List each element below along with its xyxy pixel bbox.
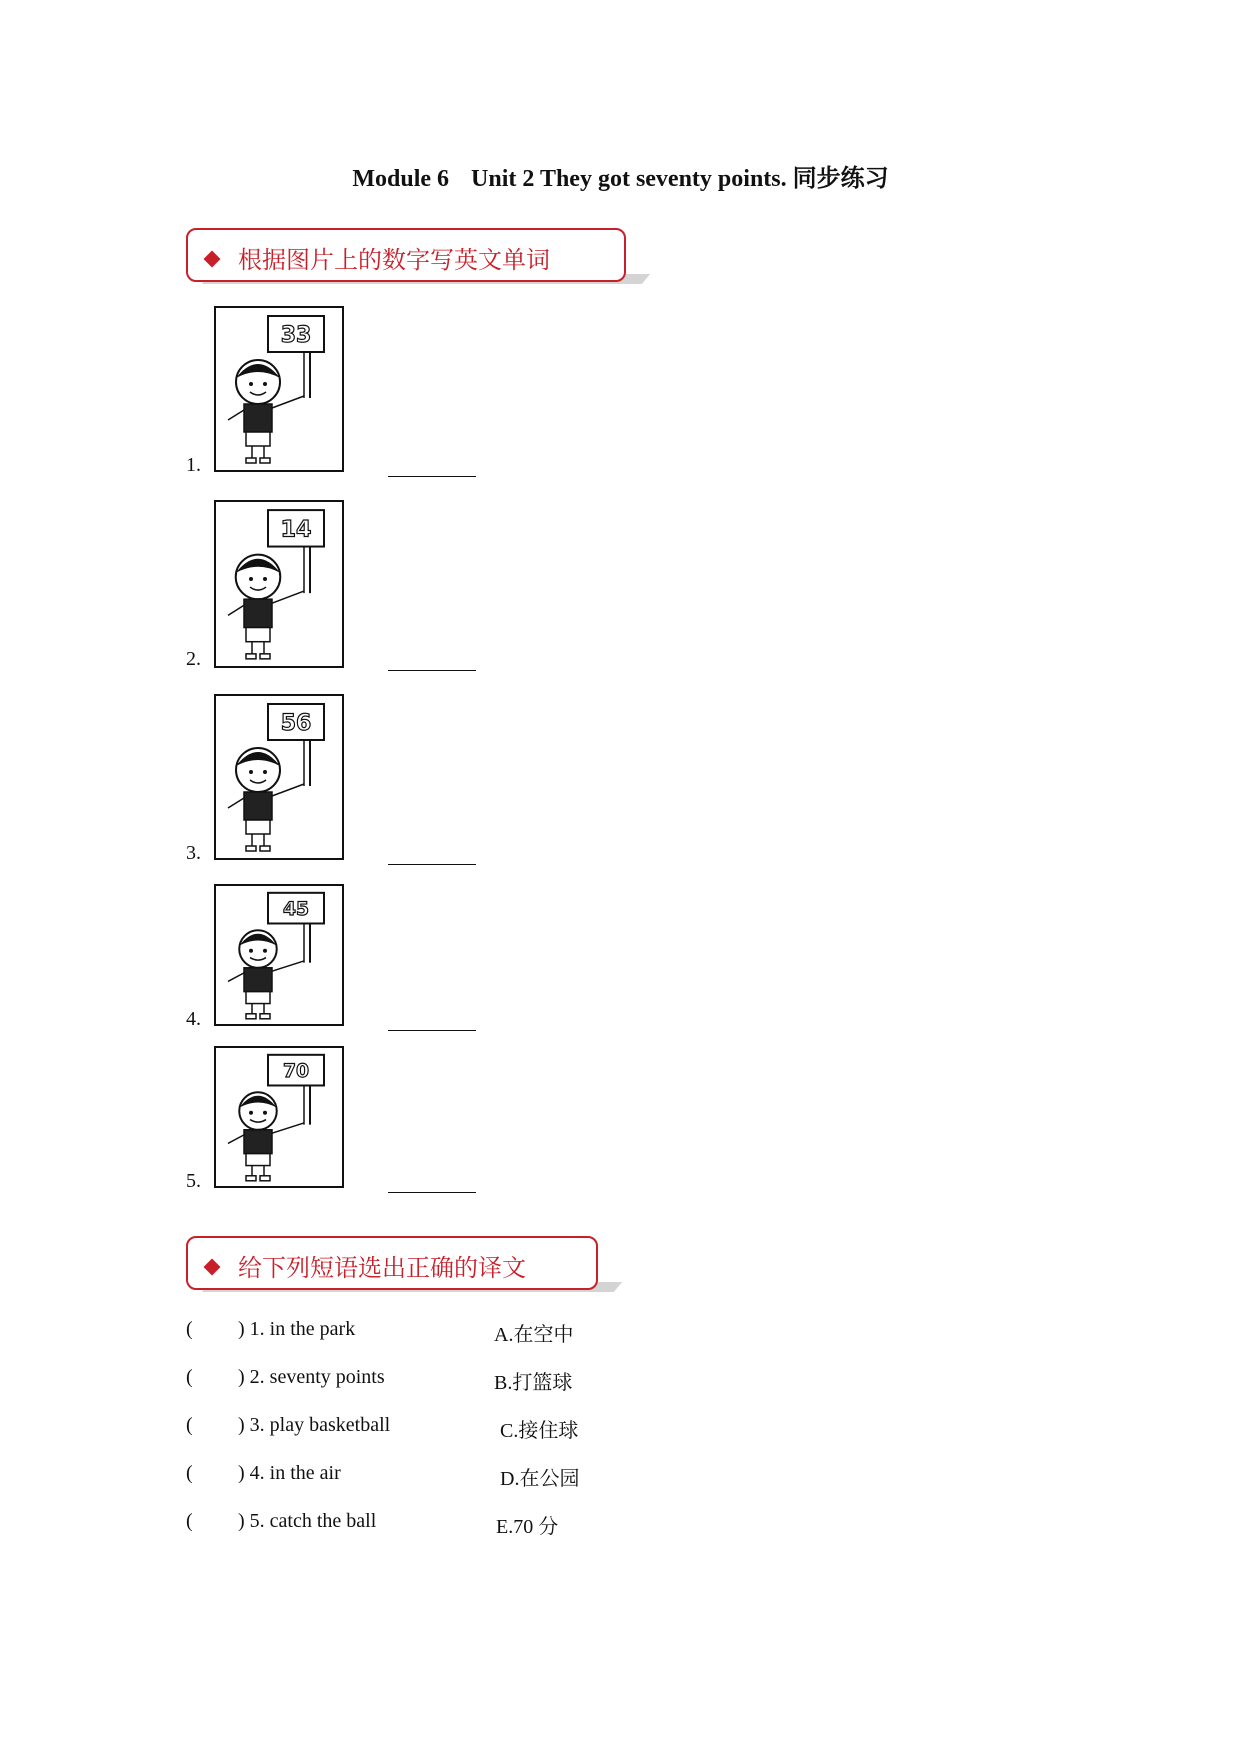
answer-blank[interactable] [388,1030,476,1031]
section2-title: 给下列短语选出正确的译文 [238,1254,526,1282]
sign-number: 45 [282,898,310,920]
child-illustration [216,502,342,666]
title-module: Module 6 [352,166,450,192]
phrase: ) 3. play basketball [238,1414,391,1436]
answer-paren[interactable]: ( [186,1366,193,1388]
section1-title: 根据图片上的数字写英文单词 [238,246,550,274]
answer-paren[interactable]: ( [186,1462,193,1484]
child-illustration [216,308,342,470]
answer-blank[interactable] [388,1192,476,1193]
title-unit: Unit 2 They got seventy points. [471,166,787,192]
title-suffix: 同步练习 [792,166,889,192]
item-number: 4. [186,1008,201,1030]
choice: D.在公园 [500,1468,580,1490]
child-holding-sign-picture [214,500,344,668]
choice: C.接住球 [500,1420,579,1442]
section2-heading [186,1236,618,1292]
choice: B.打篮球 [494,1372,573,1394]
child-holding-sign-picture [214,884,344,1026]
choice: E.70 分 [496,1516,559,1538]
diamond-icon [204,251,221,268]
child-illustration [216,1048,342,1186]
answer-paren[interactable]: ( [186,1414,193,1436]
phrase: ) 1. in the park [238,1318,356,1340]
phrase: ) 5. catch the ball [238,1510,377,1532]
phrase: ) 2. seventy points [238,1366,385,1388]
sign-number: 70 [282,1060,310,1082]
child-holding-sign-picture [214,694,344,860]
child-holding-sign-picture [214,1046,344,1188]
item-number: 3. [186,842,201,864]
answer-blank[interactable] [388,864,476,865]
sign-number: 56 [280,711,312,736]
sign-number: 14 [280,516,312,543]
item-number: 1. [186,454,201,476]
answer-paren[interactable]: ( [186,1318,193,1340]
item-number: 2. [186,648,201,670]
answer-paren[interactable]: ( [186,1510,193,1532]
diamond-icon [204,1259,221,1276]
item-number: 5. [186,1170,201,1192]
section1-heading [186,228,646,284]
child-holding-sign-picture [214,306,344,472]
page-title [0,158,1241,193]
child-illustration [216,886,342,1024]
child-illustration [216,696,342,858]
sign-number: 33 [280,323,312,348]
choice: A.在空中 [494,1324,574,1346]
answer-blank[interactable] [388,476,476,477]
answer-blank[interactable] [388,670,476,671]
phrase: ) 4. in the air [238,1462,341,1484]
